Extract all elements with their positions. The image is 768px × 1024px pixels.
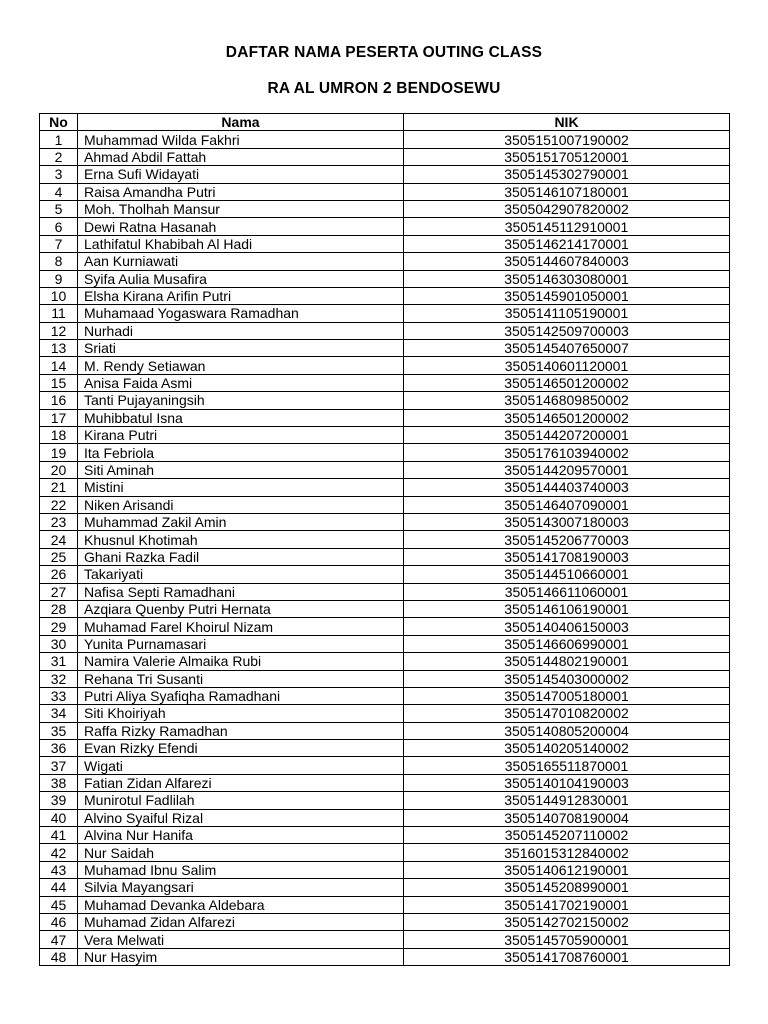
row-number: 30: [40, 635, 78, 652]
row-number: 33: [40, 687, 78, 704]
row-number: 39: [40, 792, 78, 809]
table-row: [40, 653, 730, 670]
participant-name: Alvino Syaiful Rizal: [78, 809, 404, 826]
participant-nik: 3505147005180001: [404, 687, 730, 704]
participant-nik: 3505144403740003: [404, 479, 730, 496]
header-no: No: [40, 114, 78, 131]
table-row: [40, 844, 730, 861]
table-row: [40, 218, 730, 235]
participant-nik: 3505140601120001: [404, 357, 730, 374]
participant-name: Ahmad Abdil Fattah: [78, 148, 404, 165]
participant-nik: 3505145901050001: [404, 287, 730, 304]
table-row: [40, 270, 730, 287]
row-number: 36: [40, 740, 78, 757]
row-number: 42: [40, 844, 78, 861]
participant-nik: 3505151007190002: [404, 131, 730, 148]
participant-name: Takariyati: [78, 566, 404, 583]
participant-name: Syifa Aulia Musafira: [78, 270, 404, 287]
row-number: 18: [40, 427, 78, 444]
participant-nik: 3505146501200002: [404, 374, 730, 391]
participant-name: Siti Khoiriyah: [78, 705, 404, 722]
participant-nik: 3505165511870001: [404, 757, 730, 774]
participant-nik: 3505140205140002: [404, 740, 730, 757]
row-number: 9: [40, 270, 78, 287]
participant-nik: 3505145705900001: [404, 931, 730, 948]
participant-nik: 3505147010820002: [404, 705, 730, 722]
participant-name: Nafisa Septi Ramadhani: [78, 583, 404, 600]
participant-name: Mistini: [78, 479, 404, 496]
participant-name: Aan Kurniawati: [78, 253, 404, 270]
participant-name: Anisa Faida Asmi: [78, 374, 404, 391]
participant-name: Putri Aliya Syafiqha Ramadhani: [78, 687, 404, 704]
row-number: 10: [40, 287, 78, 304]
participant-name: Fatian Zidan Alfarezi: [78, 774, 404, 791]
table-row: [40, 131, 730, 148]
participant-nik: 3505146407090001: [404, 496, 730, 513]
table-row: [40, 496, 730, 513]
participant-name: Erna Sufi Widayati: [78, 166, 404, 183]
participant-name: Munirotul Fadlilah: [78, 792, 404, 809]
row-number: 34: [40, 705, 78, 722]
table-row: [40, 827, 730, 844]
table-row: [40, 548, 730, 565]
participant-nik: 3505144912830001: [404, 792, 730, 809]
participant-nik: 3505141708760001: [404, 948, 730, 965]
participant-name: Rehana Tri Susanti: [78, 670, 404, 687]
row-number: 32: [40, 670, 78, 687]
row-number: 44: [40, 879, 78, 896]
table-row: [40, 670, 730, 687]
participant-nik: 3505145403000002: [404, 670, 730, 687]
row-number: 20: [40, 461, 78, 478]
table-row: [40, 253, 730, 270]
participant-name: M. Rendy Setiawan: [78, 357, 404, 374]
participant-nik: 3505140406150003: [404, 618, 730, 635]
row-number: 8: [40, 253, 78, 270]
table-row: [40, 774, 730, 791]
row-number: 14: [40, 357, 78, 374]
row-number: 24: [40, 531, 78, 548]
header-nik: NIK: [404, 114, 730, 131]
participant-name: Nur Hasyim: [78, 948, 404, 965]
participant-nik: 3505146107180001: [404, 183, 730, 200]
participant-nik: 3505146106190001: [404, 600, 730, 617]
participant-nik: 3505142509700003: [404, 322, 730, 339]
participant-nik: 3505140104190003: [404, 774, 730, 791]
document-subtitle: RA AL UMRON 2 BENDOSEWU: [267, 80, 501, 97]
row-number: 47: [40, 931, 78, 948]
table-row: [40, 913, 730, 930]
table-row: [40, 740, 730, 757]
row-number: 31: [40, 653, 78, 670]
document-title: DAFTAR NAMA PESERTA OUTING CLASS: [225, 44, 543, 61]
table-row: [40, 687, 730, 704]
participant-nik: 3505145407650007: [404, 340, 730, 357]
row-number: 23: [40, 513, 78, 530]
participant-name: Muhamad Farel Khoirul Nizam: [78, 618, 404, 635]
participant-nik: 3505146606990001: [404, 635, 730, 652]
table-row: [40, 809, 730, 826]
participant-name: Muhamad Zidan Alfarezi: [78, 913, 404, 930]
participant-name: Niken Arisandi: [78, 496, 404, 513]
participant-name: Muhamad Devanka Aldebara: [78, 896, 404, 913]
table-row: [40, 513, 730, 530]
participant-name: Tanti Pujayaningsih: [78, 392, 404, 409]
participant-nik: 3505151705120001: [404, 148, 730, 165]
participant-nik: 3505146809850002: [404, 392, 730, 409]
row-number: 46: [40, 913, 78, 930]
participant-nik: 3505145302790001: [404, 166, 730, 183]
table-row: [40, 618, 730, 635]
table-row: [40, 531, 730, 548]
row-number: 21: [40, 479, 78, 496]
row-number: 27: [40, 583, 78, 600]
table-row: [40, 757, 730, 774]
table-row: [40, 235, 730, 252]
participant-name: Ghani Razka Fadil: [78, 548, 404, 565]
table-row: [40, 479, 730, 496]
row-number: 41: [40, 827, 78, 844]
table-row: [40, 705, 730, 722]
participant-nik: 3516015312840002: [404, 844, 730, 861]
participant-name: Elsha Kirana Arifin Putri: [78, 287, 404, 304]
row-number: 6: [40, 218, 78, 235]
participant-name: Muhammad Zakil Amin: [78, 513, 404, 530]
row-number: 48: [40, 948, 78, 965]
participant-nik: 3505140708190004: [404, 809, 730, 826]
participant-name: Ita Febriola: [78, 444, 404, 461]
participant-nik: 3505146611060001: [404, 583, 730, 600]
participant-nik: 3505144607840003: [404, 253, 730, 270]
row-number: 29: [40, 618, 78, 635]
row-number: 15: [40, 374, 78, 391]
row-number: 25: [40, 548, 78, 565]
participant-nik: 3505141708190003: [404, 548, 730, 565]
participant-nik: 3505176103940002: [404, 444, 730, 461]
row-number: 2: [40, 148, 78, 165]
participant-nik: 3505145112910001: [404, 218, 730, 235]
table-row: [40, 166, 730, 183]
row-number: 13: [40, 340, 78, 357]
participant-nik: 3505142702150002: [404, 913, 730, 930]
row-number: 37: [40, 757, 78, 774]
table-row: [40, 931, 730, 948]
row-number: 4: [40, 183, 78, 200]
participant-name: Kirana Putri: [78, 427, 404, 444]
participant-name: Siti Aminah: [78, 461, 404, 478]
table-row: [40, 305, 730, 322]
table-row: [40, 322, 730, 339]
participant-name: Sriati: [78, 340, 404, 357]
row-number: 38: [40, 774, 78, 791]
row-number: 11: [40, 305, 78, 322]
participant-name: Raisa Amandha Putri: [78, 183, 404, 200]
participant-nik: 3505145206770003: [404, 531, 730, 548]
table-row: [40, 409, 730, 426]
row-number: 40: [40, 809, 78, 826]
participant-name: Lathifatul Khabibah Al Hadi: [78, 235, 404, 252]
row-number: 3: [40, 166, 78, 183]
participant-nik: 3505145207110002: [404, 827, 730, 844]
participant-nik: 3505144802190001: [404, 653, 730, 670]
participant-name: Namira Valerie Almaika Rubi: [78, 653, 404, 670]
row-number: 16: [40, 392, 78, 409]
participant-name: Muhammad Wilda Fakhri: [78, 131, 404, 148]
table-row: [40, 287, 730, 304]
row-number: 17: [40, 409, 78, 426]
table-row: [40, 374, 730, 391]
participant-name: Raffa Rizky Ramadhan: [78, 722, 404, 739]
participant-nik: 3505141105190001: [404, 305, 730, 322]
participant-name: Nurhadi: [78, 322, 404, 339]
participant-nik: 3505140805200004: [404, 722, 730, 739]
table-row: [40, 427, 730, 444]
participant-nik: 3505144510660001: [404, 566, 730, 583]
table-row: [40, 200, 730, 217]
participant-name: Nur Saidah: [78, 844, 404, 861]
participant-nik: 3505042907820002: [404, 200, 730, 217]
participant-nik: 3505146214170001: [404, 235, 730, 252]
table-row: [40, 357, 730, 374]
participant-nik: 3505146501200002: [404, 409, 730, 426]
participant-table: [39, 113, 730, 966]
participant-name: Dewi Ratna Hasanah: [78, 218, 404, 235]
participant-name: Khusnul Khotimah: [78, 531, 404, 548]
row-number: 35: [40, 722, 78, 739]
table-header-row: [40, 114, 730, 131]
row-number: 7: [40, 235, 78, 252]
participant-name: Moh. Tholhah Mansur: [78, 200, 404, 217]
participant-name: Alvina Nur Hanifa: [78, 827, 404, 844]
table-row: [40, 392, 730, 409]
participant-nik: 3505143007180003: [404, 513, 730, 530]
participant-name: Muhibbatul Isna: [78, 409, 404, 426]
row-number: 12: [40, 322, 78, 339]
row-number: 43: [40, 861, 78, 878]
participant-name: Wigati: [78, 757, 404, 774]
table-row: [40, 722, 730, 739]
table-row: [40, 635, 730, 652]
header-nama: Nama: [78, 114, 404, 131]
table-row: [40, 583, 730, 600]
participant-name: Muhamad Ibnu Salim: [78, 861, 404, 878]
table-row: [40, 879, 730, 896]
participant-nik: 3505140612190001: [404, 861, 730, 878]
table-row: [40, 861, 730, 878]
table-row: [40, 183, 730, 200]
table-row: [40, 792, 730, 809]
participant-name: Vera Melwati: [78, 931, 404, 948]
table-row: [40, 896, 730, 913]
row-number: 5: [40, 200, 78, 217]
participant-nik: 3505146303080001: [404, 270, 730, 287]
participant-nik: 3505144207200001: [404, 427, 730, 444]
participant-nik: 3505145208990001: [404, 879, 730, 896]
table-body: [40, 131, 730, 966]
table-row: [40, 444, 730, 461]
row-number: 19: [40, 444, 78, 461]
row-number: 26: [40, 566, 78, 583]
table-row: [40, 948, 730, 965]
table-row: [40, 566, 730, 583]
table-row: [40, 600, 730, 617]
participant-name: Evan Rizky Efendi: [78, 740, 404, 757]
table-row: [40, 340, 730, 357]
participant-nik: 3505141702190001: [404, 896, 730, 913]
participant-name: Silvia Mayangsari: [78, 879, 404, 896]
row-number: 1: [40, 131, 78, 148]
row-number: 45: [40, 896, 78, 913]
row-number: 22: [40, 496, 78, 513]
table-row: [40, 461, 730, 478]
table-row: [40, 148, 730, 165]
row-number: 28: [40, 600, 78, 617]
participant-name: Azqiara Quenby Putri Hernata: [78, 600, 404, 617]
participant-name: Yunita Purnamasari: [78, 635, 404, 652]
participant-nik: 3505144209570001: [404, 461, 730, 478]
participant-name: Muhamaad Yogaswara Ramadhan: [78, 305, 404, 322]
